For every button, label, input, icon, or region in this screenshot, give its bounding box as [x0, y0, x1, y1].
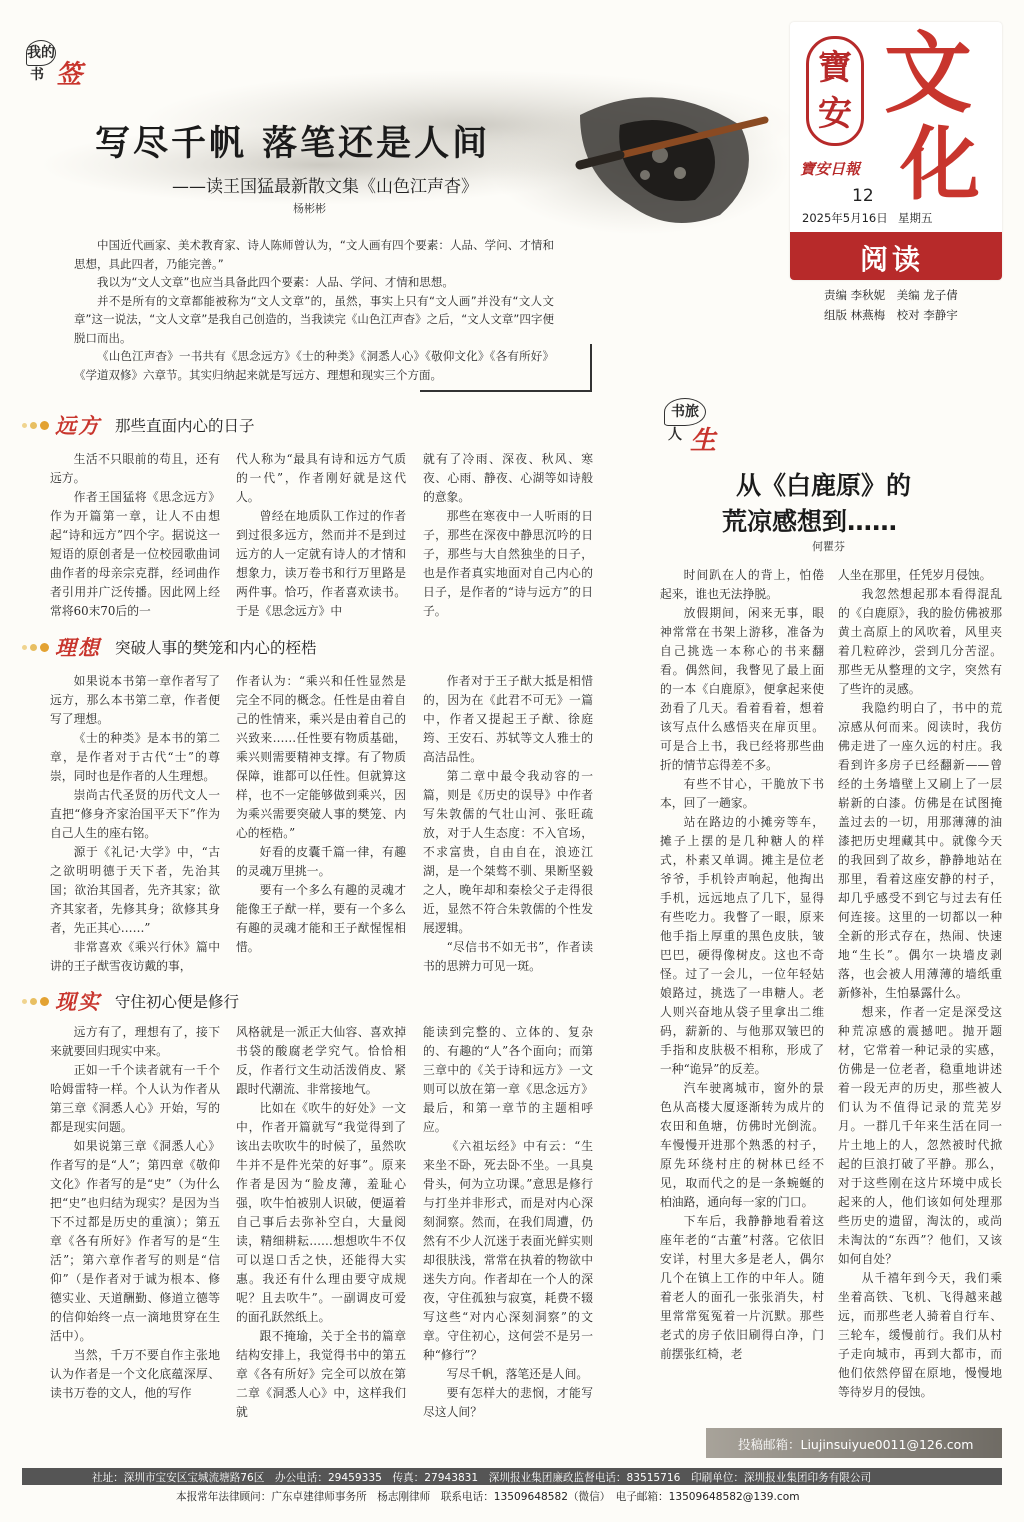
section2-column-1	[50, 672, 220, 976]
orange-dots-icon	[22, 997, 49, 1006]
article1-title: 写尽千帆 落笔还是人间	[95, 124, 491, 164]
paragraph: 从千禧年到今天，我们乘坐着高铁、飞机、飞得越来越远，而那些老人骑着自行车、三轮车，缓慢前行。我们从村子走向城市，再到大都市，而他们依然停留在原地，慢慢地等待岁月的侵蚀。	[838, 1271, 1002, 1399]
editor-credits-1: 责编 李秋妮 美编 龙子倩	[824, 288, 958, 302]
article1-subtitle: ——读王国猛最新散文集《山色江声杳》	[172, 177, 478, 197]
intro-paragraph: 中国近代画家、美术教育家、诗人陈师曾认为，“文人画有四个要素：人品、学问、才情和思想，具此四者，乃能完善。”	[74, 238, 554, 271]
article2-title-line1: 从《白鹿原》的	[736, 471, 912, 500]
section1-column-1	[50, 450, 220, 621]
column-tag-book-travel	[664, 398, 724, 456]
paragraph: 能读到完整的、立体的、复杂的、有趣的“人”各个面向；而第三章中的《关于诗和远方》一文则可以放在第一章《思念远方》最后，和第一章节的主题相呼应。	[423, 1025, 593, 1134]
section-header-ideal	[22, 632, 317, 662]
section2-column-3	[423, 672, 593, 976]
section1-column-3	[423, 450, 593, 621]
paragraph: 非常喜欢《乘兴行休》篇中讲的王子猷雪夜访戴的事，	[50, 940, 220, 973]
section3-column-2	[236, 1023, 406, 1422]
column-tag-bottom: 书	[30, 67, 44, 83]
paragraph: “尽信书不如无书”，作者读书的思辨力可见一斑。	[423, 940, 593, 973]
paragraph: 当然，千万不要自作主张地认为作者是一个文化底蕴深厚、读书万卷的文人，他的写作	[50, 1348, 220, 1400]
paragraph: 就有了冷雨、深夜、秋风、寒夜、心雨、静夜、心湖等如诗般的意象。	[423, 452, 593, 504]
orange-dots-icon	[22, 643, 49, 652]
paragraph: 如果说第三章《洞悉人心》作者写的是“人”；第四章《敬仰文化》作者写的是“史”（为什么把“史”也归结为现实？是因为当下不过都是历史的重演）；第五章《各有所好》作者写的是“生活”；第六章作者写的则是“信仰”（是作者对于诚为根本、修德实业、天道酬勤、修道立德等的信仰始终一点一滴地贯穿在生活中）。	[50, 1139, 220, 1343]
column-tag-top: 书旅	[664, 398, 706, 426]
paragraph: 要有怎样大的悲悯，才能写尽这人间？	[423, 1386, 593, 1419]
paragraph: 代人称为“最具有诗和远方气质的一代”，作者刚好就是这代人。	[236, 452, 406, 504]
article2-author: 何瞿芬	[812, 540, 845, 553]
section-title: 突破人事的樊笼和内心的桎梏	[115, 639, 317, 657]
issue-weekday: 星期五	[898, 211, 933, 225]
section-header-reality	[22, 986, 239, 1016]
paragraph: 正如一千个读者就有一千个哈姆雷特一样。个人认为作者从第三章《洞悉人心》开始，写的都是现实问题。	[50, 1063, 220, 1134]
paragraph: 站在路边的小摊旁等车，摊子上摆的是几种糖人的样式，朴素又单调。摊主是位老爷爷，手机铃声响起，他掏出手机，远远地点了几下，显得有些吃力。我瞥了一眼，原来他手指上厚重的黑色皮肤，皱巴巴，硬得像树皮。这也不奇怪。过了一会儿，一位年轻姑娘路过，挑选了一串糖人。老人则兴奋地从袋子里拿出二维码，薪新的、与他那双皱巴的手指和皮肤极不相称，形成了一种“诡异”的反差。	[660, 815, 824, 1076]
paragraph: 比如在《吹牛的好处》一文中，作者开篇就写“我觉得到了该出去吹吹牛的时候了，虽然吹牛并不是件光荣的好事”。原来作者是因为“脸皮薄，羞耻心强，吹牛怕被别人识破，便逼着自己事后去弥补空白，大量阅读，精细耕耘……想想吹牛不仅可以逞口舌之快，还能得大实惠。我还有什么理由要守成规呢？且去吹牛”。一副调皮可爱的面孔跃然纸上。	[236, 1101, 406, 1324]
paragraph: 放假期间，闲来无事，眼神常常在书架上游移，准备为自己挑选一本称心的书来翻看。偶然间，我瞥见了最上面的一本《白鹿原》，便拿起来使劲看了几天。看着看着，想着该写点什么感悟夹在扉页里。可是合上书，我已经将那些曲折的情节忘得差不多。	[660, 606, 824, 772]
editor-credits-2: 组版 林燕梅 校对 李静宇	[824, 308, 958, 322]
submission-email[interactable]: 投稿邮箱：Liujinsuiyue0011@126.com	[738, 1437, 974, 1452]
paragraph: 《六祖坛经》中有云：“生来坐不卧，死去卧不坐。一具臭骨头，何为立功课。”意思是修行与打坐并非形式，而是对内心深刻洞察。然而，在我们周遭，仍然有不少人沉迷于表面光鲜实则却很肤浅，常常在执着的物欲中迷失方向。作者却在一个人的深夜，守住孤独与寂寞，耗费不辍写这些“对内心深刻洞察”的文章。守住初心，这何尝不是另一种“修行”？	[423, 1139, 593, 1362]
footer-line-2: 本报常年法律顾问：广东卓建律师事务所 杨志刚律师 联系电话：13509648582（微信） 电子邮箱：13509648582@139.com	[176, 1491, 800, 1503]
paragraph: 远方有了，理想有了，接下来就要回归现实中来。	[50, 1025, 220, 1058]
paragraph: 曾经在地质队工作过的作者到过很多远方，然而并不是到过远方的人一定就有诗人的才情和想象力，读万卷书和行万里路是两件事。恰巧，作者喜欢读书。于是《思念远方》中	[236, 509, 406, 618]
paragraph: 《士的种类》是本书的第二章，是作者对于古代“士”的尊崇，同时也是作者的人生理想。	[50, 731, 220, 783]
paragraph: 作者王国猛将《思念远方》作为开篇第一章，让人不由想起“诗和远方”四个字。据说这一短语的原创者是一位校园歌曲词曲作者的母亲宗克群，经词曲作者引用并广泛传播。因此网上经常将60末70后的一	[50, 490, 220, 618]
column-tag-bottom: 人	[668, 427, 682, 443]
paragraph: 时间趴在人的背上，怕倦起来，谁也无法挣脱。	[660, 568, 824, 601]
intro-paragraph: 并不是所有的文章都能被称为“文人文章”的，虽然，事实上只有“文人画”并没有“文人文章”这一说法，“文人文章”是我自己创造的，当我读完《山色江声杳》之后，“文人文章”四字便脱口而出。	[74, 293, 554, 345]
paragraph: 如果说本书第一章作者写了远方，那么本书第二章，作者便写了理想。	[50, 674, 220, 726]
section2-column-2	[236, 672, 406, 957]
section-title: 那些直面内心的日子	[115, 417, 255, 435]
paragraph: 第二章中最令我动容的一篇，则是《历史的误导》中作者写朱敦儒的气壮山河、张旺疏放，对于人生态度：不入官场，不求富贵，自由自在，浪迹江湖，是一个桀骜不驯、果断坚毅之人，晚年却和秦桧父子走得很近，显然不符合朱敦儒的个性发展逻辑。	[423, 769, 593, 935]
issue-date: 2025年5月16日	[802, 211, 888, 225]
paragraph: 作者对于王子猷大抵是相惜的，因为在《此君不可无》一篇中，作者又提起王子猷、徐庭筠、王安石、苏轼等文人雅士的高洁品性。	[423, 674, 593, 764]
section-char-2: 化	[900, 118, 980, 211]
paper-seal: 寶安	[806, 36, 864, 146]
paragraph: 源于《礼记·大学》中，“古之欲明明德于天下者，先治其国；欲治其国者，先齐其家；欲齐其家者，先修其身；欲修其身者，先正其心……”	[50, 845, 220, 935]
article2-title-line2: 荒凉感想到……	[722, 507, 898, 536]
paragraph: 生活不只眼前的苟且，还有远方。	[50, 452, 220, 485]
paragraph: 人坐在那里，任凭岁月侵蚀。	[838, 568, 992, 582]
column-name: 阅读	[860, 243, 925, 276]
section-char-1: 文	[884, 22, 973, 125]
footer-line-1: 社址：深圳市宝安区宝城流塘路76区 办公电话：29459335 传真：27943831 深圳报业集团廉政监督电话：83515716 印刷单位：深圳报业集团印务有限公司	[92, 1472, 872, 1484]
section-title: 守住初心便是修行	[115, 993, 240, 1011]
paragraph: 跟不掩瑜，关于全书的篇章结构安排上，我觉得书中的第五章《各有所好》完全可以放在第二章《洞悉人心》中，这样我们就	[236, 1329, 406, 1419]
intro-bracket	[590, 344, 592, 392]
paragraph: 那些在寒夜中一人听雨的日子，那些在深夜中静思沉吟的日子，那些与大自然独坐的日子，也是作者真实地面对自己内心的日子，是作者的“诗与远方”的日子。	[423, 509, 593, 618]
article1-author: 杨彬彬	[293, 202, 326, 215]
paragraph: 汽车驶离城市，窗外的景色从高楼大厦逐渐转为成片的农田和鱼塘，仿佛时光倒流。车慢慢开进那个熟悉的村子，原先环绕村庄的树林已经不见，取而代之的是一条蜿蜒的柏油路，通向每一家的门口。	[660, 1081, 824, 1209]
column-tag-accent: 生	[690, 426, 717, 456]
article2-column-2	[838, 566, 1002, 1402]
section1-column-2	[236, 450, 406, 621]
page-number: 12	[852, 186, 874, 206]
column-tag-top: 我的	[26, 40, 56, 66]
column-name-bar	[790, 232, 1002, 280]
masthead	[790, 22, 1002, 280]
paper-name: 寶安日報	[800, 160, 861, 178]
paragraph: 我隐约明白了，书中的荒凉感从何而来。阅读时，我仿佛走进了一座久远的村庄。我看到许多房子已经翻新——曾经的土务墙壁上又刷上了一层崭新的白漆。仿佛是在试图掩盖过去的一切，用那薄薄的油漆把历史埋藏其中。就像今天的我回到了故乡，静静地站在那里，看着这座安静的村子，却几乎感受不到它与过去有任何连接。这里的一切都以一种全新的形式存在，热闹、快速地“生长”。偶尔一块墙皮剥落，也会被人用薄薄的墙纸重新修补，生怕暴露什么。	[838, 701, 1002, 1000]
orange-dots-icon	[22, 421, 49, 430]
paragraph: 要有一个多么有趣的灵魂才能像王子猷一样，要有一个多么有趣的灵魂才能和王子猷惺惺相惜。	[236, 883, 406, 954]
paragraph: 风格就是一派正大仙容、喜欢掉书袋的酸腐老学究气。恰恰相反，作者行文生动活泼俏皮、紧跟时代潮流、非常接地气。	[236, 1025, 406, 1096]
paragraph: 下车后，我静静地看着这座年老的“古董”村落。它依旧安详，村里大多是老人，偶尔几个在镇上工作的中年人。随着老人的面孔一张张消失，村里常常冤冤着一片沉默。那些老式的房子依旧刷得白净，门前摆张红椅，老	[660, 1214, 824, 1361]
section-keyword: 远方	[55, 413, 101, 438]
column-tag-my-bookmark	[26, 40, 92, 90]
contact-bar	[706, 1428, 1002, 1458]
paragraph: 想来，作者一定是深受这种荒凉感的震撼吧。抛开题材，它常着一种记录的实感，仿佛是一位老者，稳重地讲述着一段无声的历史，那些被人们认为不值得记录的荒芜岁月。一群几千年来生活在同一片土地上的人，忽然被时代掀起的巨浪打破了平静。那么，对于这些刚在这片环境中成长起来的人，他们该如何处理那些历史的遗留，淘汰的，或尚未淘汰的“东西”？他们，又该如何自处？	[838, 1005, 1002, 1266]
section-keyword: 现实	[55, 989, 101, 1014]
paragraph: 我忽然想起那本看得混乱的《白鹿原》，我的脸仿佛被那黄土高原上的风吹着，风里夹着几粒碎沙，尝到几分苦涩。那些无从整理的文字，突然有了些许的灵感。	[838, 587, 1002, 696]
intro-paragraph: 《山色江声杳》一书共有《思念远方》《士的种类》《洞悉人心》《敬仰文化》《各有所好》《学道双修》六章节。其实归纳起来就是写远方、理想和现实三个方面。	[74, 349, 554, 382]
paragraph: 作者认为：“乘兴和任性显然是完全不同的概念。任性是由着自己的性情来，乘兴是由着自己的兴致来……任性要有物质基础，乘兴则需要精神支撑。有了物质保障，谁都可以任性。但就算这样，也不一定能够做到乘兴，因为乘兴需要突破人事的樊笼、内心的桎梏。”	[236, 674, 406, 840]
section-header-distance	[22, 410, 255, 440]
paragraph: 写尽千帆，落笔还是人间。	[446, 1367, 589, 1381]
intro-paragraph: 我以为“文人文章”也应当具备此四个要素：人品、学问、才情和思想。	[97, 275, 454, 289]
section-keyword: 理想	[55, 635, 101, 660]
paragraph: 有些不甘心，干脆放下书本，回了一趟家。	[660, 777, 824, 810]
column-tag-accent: 签	[56, 60, 83, 90]
paragraph: 好看的皮囊千篇一律，有趣的灵魂万里挑一。	[236, 845, 406, 878]
paragraph: 崇尚古代圣贤的历代文人一直把“修身齐家治国平天下”作为自己人生的座右铭。	[50, 788, 220, 840]
section3-column-3	[423, 1023, 593, 1422]
article1-intro	[74, 236, 554, 384]
intro-bracket-foot	[420, 390, 592, 392]
article2-column-1	[660, 566, 824, 1364]
section3-column-1	[50, 1023, 220, 1403]
